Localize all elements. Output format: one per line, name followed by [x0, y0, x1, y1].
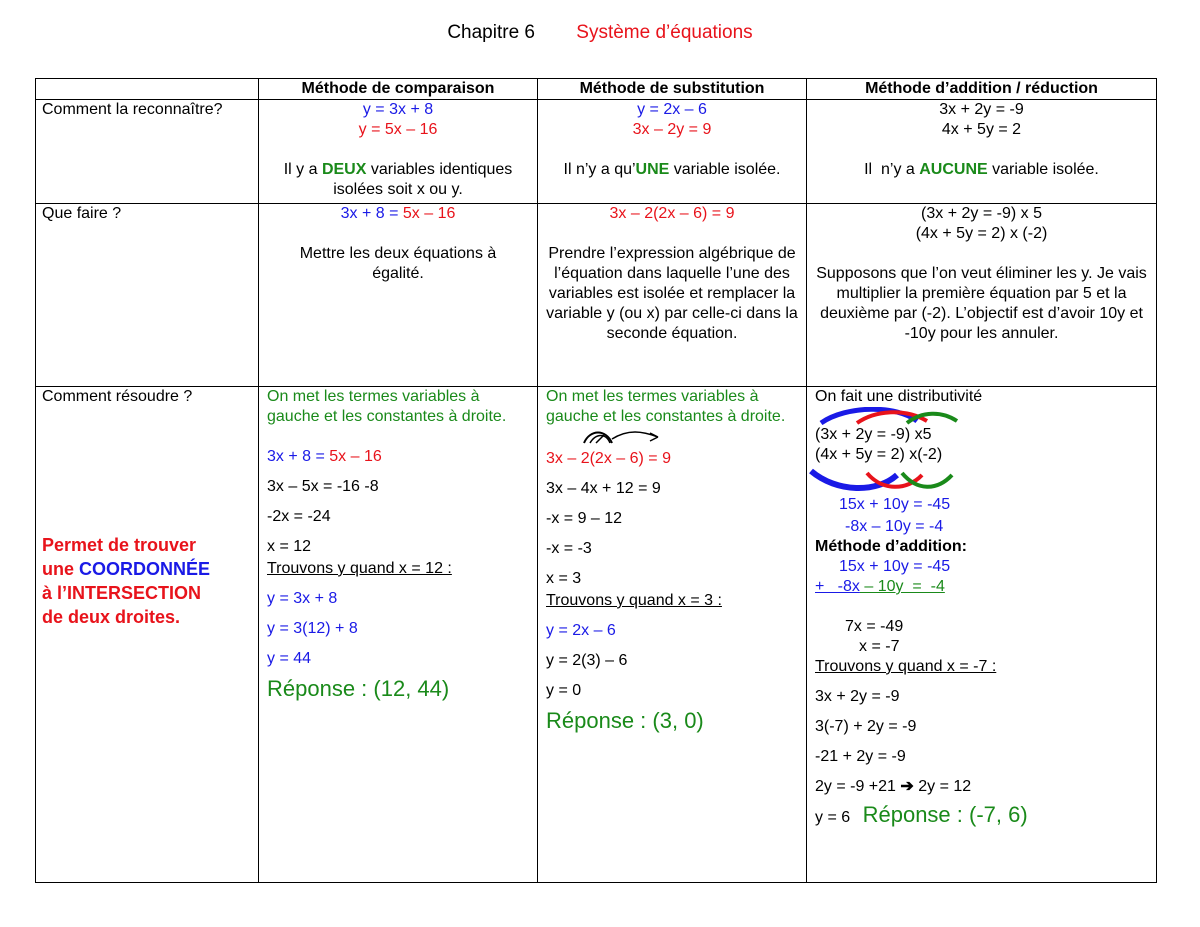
step-line: y = 2x – 6 — [546, 622, 616, 639]
step-line: -8x – 10y = -4 — [845, 518, 944, 535]
page-title — [0, 22, 1200, 44]
explanation-text: Il n’y a qu’UNE variable isolée. — [563, 161, 781, 178]
explanation-text: Prendre l’expression algébrique de l’équation dans laquelle l’une des variables est isolée et remplacer la variable y (ou x) par celle-ci dans la seconde équation. — [546, 245, 798, 342]
keyword: AUCUNE — [919, 161, 988, 178]
distribution-arrows-icon — [807, 465, 957, 495]
eq-line: 3x – 2y = 9 — [632, 121, 712, 138]
step-line: 3x – 5x = -16 -8 — [267, 478, 379, 495]
step-line: 3x – 4x + 12 = 9 — [546, 480, 661, 497]
eq-line: (3x + 2y = -9) x 5 — [921, 205, 1042, 222]
explanation-text: Mettre les deux équations à égalité. — [299, 245, 497, 282]
step-line: y = 3(12) + 8 — [267, 620, 358, 637]
step-line: x = 3 — [546, 570, 582, 587]
find-y-line: Trouvons y quand x = -7 : — [815, 658, 997, 675]
header-comparison: Méthode de comparaison — [259, 79, 538, 100]
answer: Réponse : (-7, 6) — [862, 802, 1028, 827]
step-line: 3x + 2y = -9 — [815, 688, 900, 705]
step-line: x = -7 — [859, 638, 900, 655]
cell-recognize-addition — [807, 100, 1157, 204]
row-label-todo: Que faire ? — [36, 204, 259, 387]
step-line: y = 2(3) – 6 — [546, 652, 628, 669]
eq-line: 3x + 2y = -9 — [939, 101, 1024, 118]
header-row — [36, 79, 1157, 100]
right-arrow-icon: ➔ — [900, 778, 914, 795]
step-line: 2y = -9 +21 ➔ 2y = 12 — [815, 778, 972, 795]
keyword: DEUX — [321, 161, 367, 178]
explanation-text: Il n’y a AUCUNE variable isolée. — [864, 161, 1099, 178]
final-line: y = 6 Réponse : (-7, 6) — [815, 802, 1028, 827]
eq-line: 3x – 2(2x – 6) = 9 — [609, 205, 735, 222]
row-todo — [36, 204, 1157, 387]
cell-recognize-substitution — [538, 100, 807, 204]
answer: Réponse : (3, 0) — [546, 708, 704, 733]
header-empty — [36, 79, 259, 100]
row-label-recognize: Comment la reconnaître? — [36, 100, 259, 204]
eq-line: 3x + 8 = 5x – 16 — [340, 205, 456, 222]
method-label: Méthode d’addition: — [815, 538, 967, 555]
distribution-arrows-icon — [817, 407, 967, 425]
answer: Réponse : (12, 44) — [267, 676, 450, 701]
find-y-line: Trouvons y quand x = 3 : — [546, 592, 722, 609]
intro-text: On met les termes variables à gauche et les constantes à droite. — [267, 388, 507, 425]
header-addition: Méthode d’addition / réduction — [807, 79, 1157, 100]
intersection-note: Permet de trouver une COORDONNÉE à l’INTERSECTION de deux droites. — [42, 535, 211, 627]
step-line: -2x = -24 — [267, 508, 331, 525]
cell-solve-substitution — [538, 387, 807, 883]
eq-line: 4x + 5y = 2 — [941, 121, 1022, 138]
explanation-text: Supposons que l’on veut éliminer les y. Je vais multiplier la première équation par 5 et la deuxième par (-2). L’objectif est d’avoir 10y et -10y pour les annuler. — [816, 265, 1147, 342]
keyword: UNE — [635, 161, 670, 178]
step-line: (4x + 5y = 2) x(-2) — [815, 446, 943, 463]
eq-line: 3x + 8 = 5x – 16 — [267, 448, 382, 465]
eq-line: y = 2x – 6 — [637, 101, 707, 118]
row-solve — [36, 387, 1157, 883]
step-line: 15x + 10y = -45 — [839, 496, 951, 513]
methods-table — [35, 78, 1157, 883]
cell-solve-comparison — [259, 387, 538, 883]
header-substitution: Méthode de substitution — [538, 79, 807, 100]
row-label-solve-text: Comment résoudre ? — [42, 388, 193, 405]
step-line: x = 12 — [267, 538, 312, 555]
step-line: (3x + 2y = -9) x5 — [815, 426, 932, 443]
find-y-line: Trouvons y quand x = 12 : — [267, 560, 452, 577]
cell-solve-addition — [807, 387, 1157, 883]
intro-text: On fait une distributivité — [815, 388, 983, 405]
step-line: y = 44 — [267, 650, 312, 667]
step-line: y = 0 — [546, 682, 582, 699]
step-line: 3(-7) + 2y = -9 — [815, 718, 917, 735]
cell-todo-addition — [807, 204, 1157, 387]
step-line: -x = -3 — [546, 540, 592, 557]
chapter-subject: Système d’équations — [576, 22, 753, 43]
cell-recognize-comparison — [259, 100, 538, 204]
step-line: + -8x – 10y = -4 — [815, 578, 945, 595]
step-line: -x = 9 – 12 — [546, 510, 623, 527]
explanation-text: Il y a DEUX variables identiques isolées soit x ou y. — [283, 161, 513, 198]
cell-todo-substitution — [538, 204, 807, 387]
chapter-label: Chapitre 6 — [447, 22, 535, 43]
step-line: -21 + 2y = -9 — [815, 748, 906, 765]
step-line: 15x + 10y = -45 — [839, 558, 951, 575]
intro-text: On met les termes variables à gauche et les constantes à droite. — [546, 388, 786, 425]
eq-line: y = 3x + 8 — [362, 101, 434, 118]
swirl-arrow-icon — [576, 427, 666, 449]
eq-line: 3x – 2(2x – 6) = 9 — [546, 450, 671, 467]
row-label-solve — [36, 387, 259, 883]
step-line: y = 3x + 8 — [267, 590, 338, 607]
row-recognize — [36, 100, 1157, 204]
eq-line: (4x + 5y = 2) x (-2) — [915, 225, 1048, 242]
eq-line: y = 5x – 16 — [358, 121, 438, 138]
cell-todo-comparison — [259, 204, 538, 387]
step-line: 7x = -49 — [845, 618, 904, 635]
